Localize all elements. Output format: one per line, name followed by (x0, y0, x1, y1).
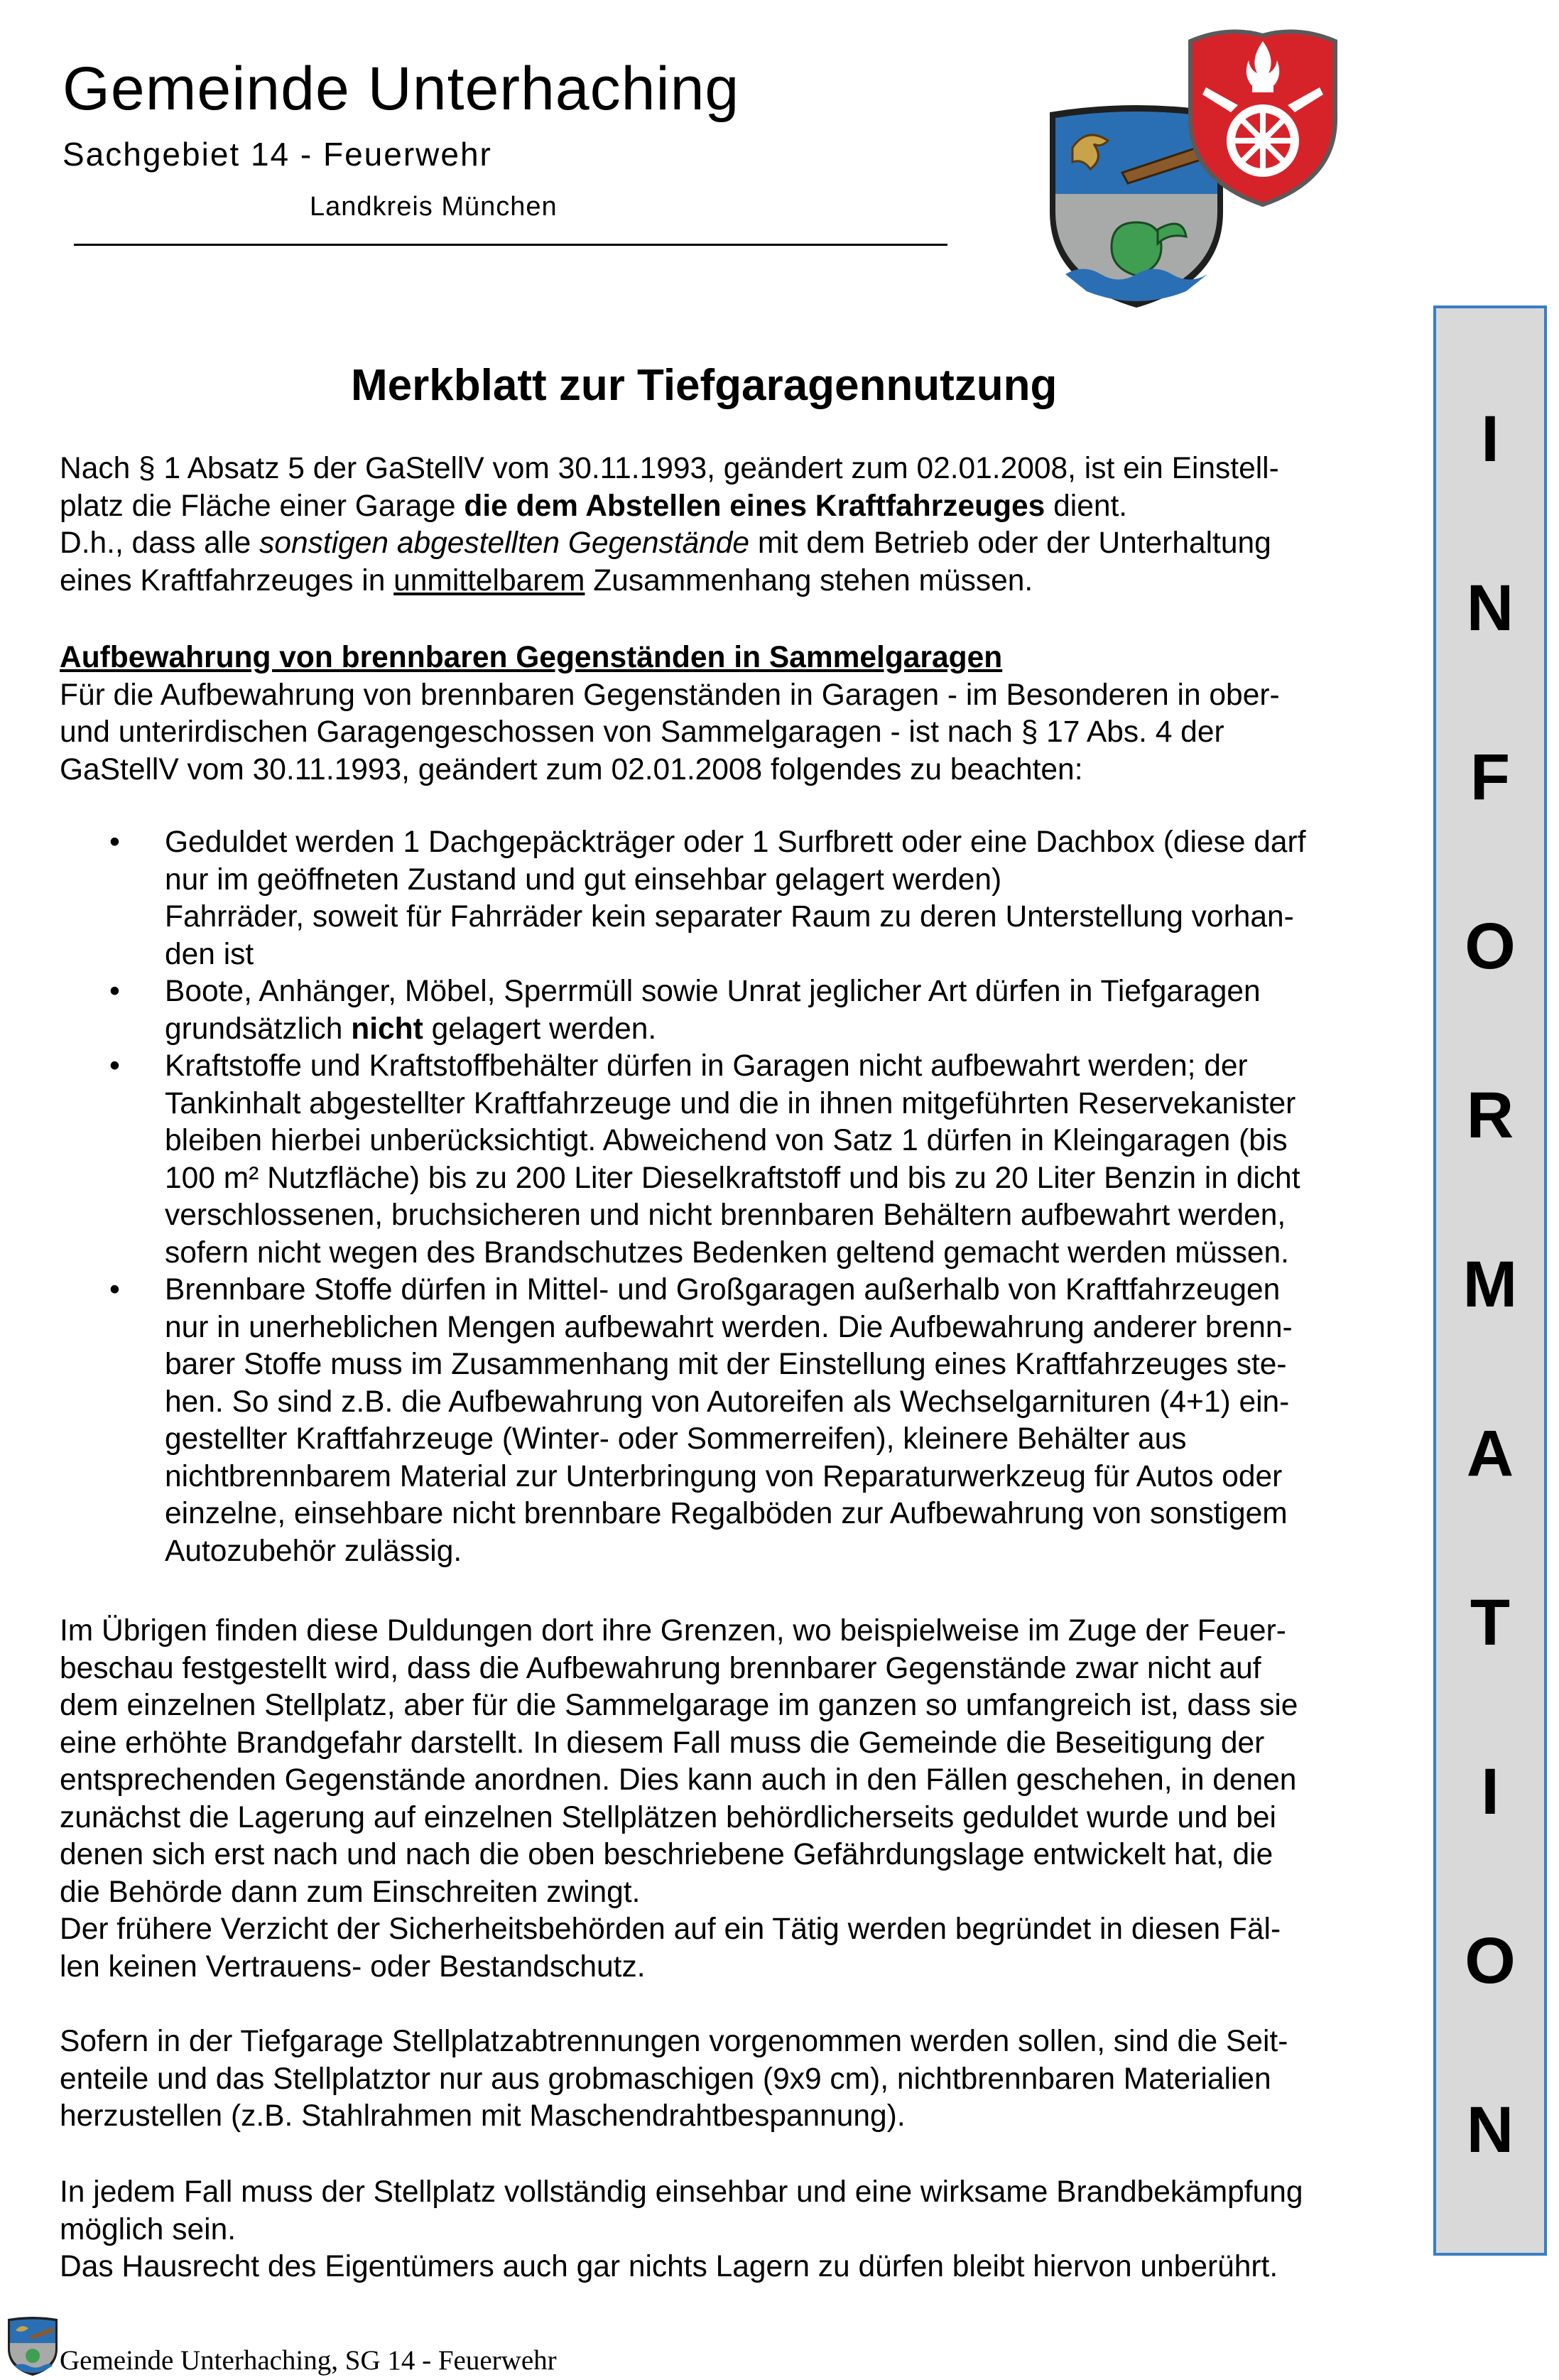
section-storage (60, 639, 1409, 789)
sidebar-letter: F (1470, 741, 1511, 813)
list-item: • Boote, Anhänger, Möbel, Sperrmüll sowie Unrat jeglicher Art dürfen in Tiefgaragen grundsätzlich nicht gelagert werden. (109, 975, 1261, 1046)
list-item: • Geduldet werden 1 Dachgepäckträger oder 1 Surfbrett oder eine Dachbox (diese darf nur im geöffneten Zustand und gut einsehbar gelagert werden) Fahrräder, soweit für Fahrräder kein separater Raum zu deren Unterstellung vorhan- den ist (109, 826, 1306, 971)
limits-paragraph: Im Übrigen finden diese Duldungen dort ihre Grenzen, wo beispielweise im Zuge der Feuer- beschau festgestellt wird, dass die Aufbewahrung brennbarer Gegenstände zwar nicht auf dem einzelnen Stellplatz, aber für die Sammelgarage im ganzen so umfangreich ist, dass sie eine erhöhte Brandgefahr darstellt. In diesem Fall muss die Gemeinde die Beseitigung der entsprechenden Gegenstände anordnen. Dies kann auch in den Fällen geschehen, in denen zunächst die Lagerung auf einzelnen Stellplätzen behördlicherseits geduldet wurde und bei denen sich erst nach und nach die oben beschriebene Gefährdungslage entwickelt hat, die die Behörde dann zum Einschreiten zwingt. Der frühere Verzicht der Sicherheitsbehörden auf ein Tätig werden begründet in diesen Fäl- len keinen Vertrauens- oder Bestandschutz. (60, 1614, 1298, 1984)
sidebar-letter: I (1481, 1756, 1499, 1828)
section-line: und unterirdischen Garagengeschossen von Sammelgaragen - ist nach § 17 Abs. 4 der (60, 715, 1224, 749)
fire-brigade-crest-icon (1185, 20, 1341, 208)
sidebar-letter: I (1481, 403, 1499, 475)
section-heading: Aufbewahrung von brennbaren Gegenständen in Sammelgaragen (60, 641, 1003, 674)
sidebar-letter: O (1465, 1925, 1516, 1997)
rules-list (60, 824, 1409, 1570)
header-divider (74, 244, 947, 246)
list-item: • Brennbare Stoffe dürfen in Mittel- und Großgaragen außerhalb von Kraftfahrzeugen nur in unerheblichen Mengen aufbewahrt werden. Die Aufbewahrung anderer brenn- barer Stoffe muss im Zusammenhang mit der Einstellung eines Kraftfahrzeuges ste- hen. So sind z.B. die Aufbewahrung von Autoreifen als Wechselgarnituren (4+1) ein- gestellter Kraftfahrzeuge (Winter- oder Sommerreifen), kleinere Behälter aus nichtbrennbarem Material zur Unterbringung von Reparaturwerkzeug für Autos oder einzelne, einsehbare nicht brennbare Regalböden zur Aufbewahrung von sonstigem Autozubehör zulässig. (109, 1273, 1293, 1568)
intro-line: Nach § 1 Absatz 5 der GaStellV vom 30.11.1993, geändert zum 02.01.2008, ist ein Einstell- (60, 452, 1279, 485)
department-subtitle: Sachgebiet 14 - Feuerwehr (63, 136, 492, 173)
section-line: Für die Aufbewahrung von brennbaren Gegenständen in Garagen - im Besonderen in ober- (60, 678, 1280, 712)
intro-line: platz die Fläche einer Garage die dem Abstellen eines Kraftfahrzeuges dient. (60, 489, 1128, 523)
intro-emphasis: die dem Abstellen eines Kraftfahrzeuges (464, 489, 1045, 523)
bullet-icon: • (109, 826, 120, 859)
bullet-icon: • (109, 1049, 120, 1083)
information-sidebar (1433, 305, 1547, 2256)
final-paragraph: In jedem Fall muss der Stellplatz vollständig einsehbar und eine wirksame Brandbekämpfung möglich sein. Das Hausrecht des Eigentümers auch gar nichts Lagern zu dürfen bleibt hiervon unberührt. (60, 2175, 1303, 2283)
intro-underline: unmittelbarem (393, 563, 585, 597)
footer-text: Gemeinde Unterhaching, SG 14 - Feuerwehr (60, 2345, 557, 2376)
bullet-icon: • (109, 1273, 120, 1307)
intro-line: eines Kraftfahrzeuges in unmittelbarem Zusammenhang stehen müssen. (60, 563, 1033, 597)
intro-italic: sonstigen abgestellten Gegenstände (259, 526, 750, 560)
partitions-paragraph: Sofern in der Tiefgarage Stellplatzabtrennungen vorgenommen werden sollen, sind die Seit- enteile und das Stellplatztor nur aus grobmaschigen (9x9 cm), nichtbrennbaren Materialien herzustellen (z.B. Stahlrahmen mit Maschendrahtbespannung). (60, 2025, 1288, 2133)
district-label: Landkreis München (310, 192, 558, 222)
sidebar-letter: A (1466, 1417, 1514, 1490)
intro-paragraph (60, 450, 1409, 600)
sidebar-letter: M (1462, 1248, 1518, 1321)
document-title: Merkblatt zur Tiefgaragennutzung (351, 361, 1058, 410)
bullet-icon: • (109, 975, 120, 1008)
municipality-title: Gemeinde Unterhaching (63, 55, 740, 123)
sidebar-letter: T (1470, 1586, 1511, 1659)
intro-line: D.h., dass alle sonstigen abgestellten Gegenstände mit dem Betrieb oder der Unterhaltung (60, 526, 1271, 560)
sidebar-letter: N (1466, 2094, 1514, 2166)
sidebar-letter: O (1465, 910, 1516, 983)
list-item: • Kraftstoffe und Kraftstoffbehälter dürfen in Garagen nicht aufbewahrt werden; der Tankinhalt abgestellter Kraftfahrzeuge und die in ihnen mitgeführten Reservekanister bleiben hierbei unberücksichtigt. Abweichend von Satz 1 dürfen in Kleingaragen (bis 100 m² Nutzfläche) bis zu 200 Liter Dieselkraftstoff und bis zu 20 Liter Benzin in dicht verschlossenen, bruchsicheren und nicht brennbaren Behältern aufbewahrt werden, sofern nicht wegen des Brandschutzes Bedenken geltend gemacht werden müssen. (109, 1049, 1300, 1270)
municipal-crest-small-icon (6, 2316, 60, 2377)
sidebar-letter: N (1466, 572, 1514, 644)
section-line: GaStellV vom 30.11.1993, geändert zum 02.01.2008 folgendes zu beachten: (60, 752, 1083, 786)
sidebar-letter: R (1466, 1079, 1514, 1152)
